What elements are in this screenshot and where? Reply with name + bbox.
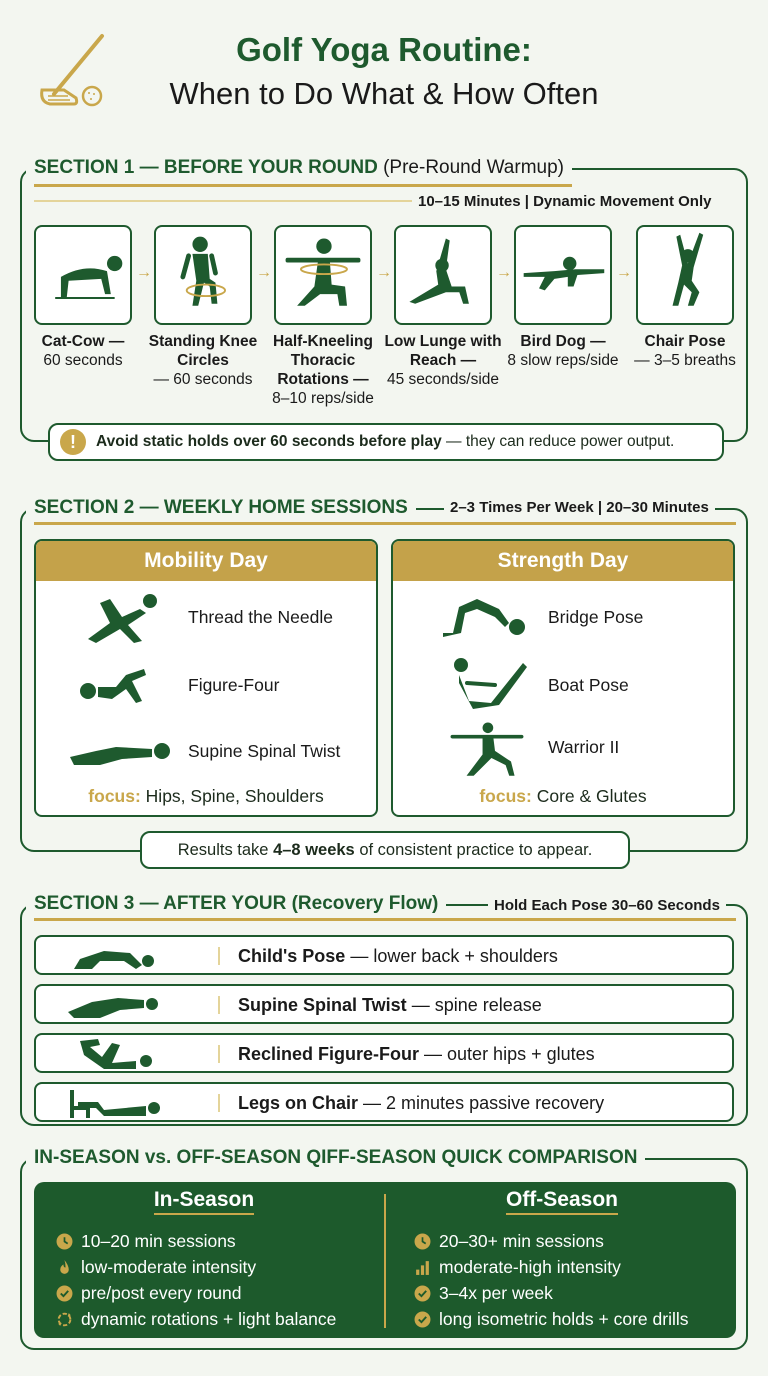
bar-chart-icon: [414, 1259, 431, 1276]
mobility-day-heading: Mobility Day: [36, 541, 376, 581]
column-divider: [384, 1194, 386, 1328]
section1-meta: 10–15 Minutes | Dynamic Movement Only: [412, 192, 717, 212]
list-item: low-moderate intensity: [56, 1254, 336, 1280]
recovery-row: [34, 984, 734, 1024]
strength-focus: focus: Core & Glutes: [479, 786, 647, 806]
list-item: pre/post every round: [56, 1280, 336, 1306]
list-item: [393, 657, 733, 713]
section3-underline: [34, 918, 736, 921]
arrow-icon: →: [496, 264, 512, 281]
section1-title: SECTION 1 — BEFORE YOUR ROUND (Pre-Round Warmup): [26, 156, 572, 180]
section2-title: SECTION 2 — WEEKLY HOME SESSIONS: [26, 496, 416, 520]
page-title: Golf Yoga Routine:: [236, 31, 532, 68]
section4-title: IN-SEASON vs. OFF-SEASON QIFF-SEASON QUICK COMPARISON: [26, 1146, 645, 1170]
pose-name: Thread the Needle: [188, 607, 333, 627]
warmup-card-bird-dog: [514, 225, 612, 325]
arrow-icon: →: [376, 264, 392, 281]
section1-meta-line: [34, 200, 414, 202]
pose-name: Boat Pose: [548, 675, 629, 695]
figure-four-icon: [76, 657, 166, 713]
arrow-icon: →: [256, 264, 272, 281]
chair-pose-icon: [638, 227, 732, 323]
strength-day-heading: Strength Day: [393, 541, 733, 581]
comparison-panel: [34, 1182, 736, 1338]
list-item: [393, 719, 733, 775]
recovery-text: Supine Spinal Twist — spine release: [238, 995, 542, 1015]
warmup-card-cat-cow: [34, 225, 132, 325]
warmup-card-knee-circles: [154, 225, 252, 325]
warning-icon: !: [60, 429, 86, 455]
divider: [218, 1045, 220, 1063]
list-item: [36, 657, 376, 713]
knee-circles-icon: [156, 227, 250, 323]
warmup-label: Half-Kneeling Thoracic Rotations — 8–10 reps/side: [272, 333, 374, 407]
flame-icon: [56, 1259, 73, 1276]
arrow-icon: →: [616, 264, 632, 281]
pose-name: Figure-Four: [188, 675, 280, 695]
list-item: long isometric holds + core drills: [414, 1306, 688, 1332]
bridge-pose-icon: [439, 589, 529, 645]
warmup-card-chair: [636, 225, 734, 325]
thoracic-rotation-icon: [276, 227, 370, 323]
childs-pose-icon: [64, 939, 164, 973]
mobility-day-card: [34, 539, 378, 817]
recovery-row: [34, 935, 734, 975]
section3-meta: Hold Each Pose 30–60 Seconds: [488, 896, 726, 916]
list-item: dynamic rotations + light balance: [56, 1306, 336, 1332]
list-item: 3–4x per week: [414, 1280, 688, 1306]
recovery-text: Reclined Figure-Four — outer hips + glutes: [238, 1044, 595, 1064]
list-item: moderate-high intensity: [414, 1254, 688, 1280]
warning-banner: [48, 423, 724, 461]
legs-on-chair-icon: [64, 1086, 164, 1120]
recovery-text: Legs on Chair — 2 minutes passive recovery: [238, 1093, 605, 1113]
warmup-label: Standing Knee Circles — 60 seconds: [148, 333, 258, 388]
spinal-twist-icon: [66, 723, 176, 779]
pose-name: Bridge Pose: [548, 607, 644, 627]
low-lunge-icon: [396, 227, 490, 323]
strength-day-card: [391, 539, 735, 817]
page-header: [0, 30, 768, 114]
page-subtitle: When to Do What & How Often: [169, 76, 599, 111]
recovery-text: Child's Pose — lower back + shoulders: [238, 946, 558, 966]
warmup-label: Cat-Cow — 60 seconds: [41, 333, 125, 369]
results-banner: Results take 4–8 weeks of consistent practice to appear.: [140, 831, 630, 869]
warmup-card-low-lunge: [394, 225, 492, 325]
recovery-row: [34, 1082, 734, 1122]
clock-icon: [414, 1233, 431, 1250]
boat-pose-icon: [445, 657, 535, 713]
mobility-focus: focus: Hips, Spine, Shoulders: [88, 786, 324, 806]
divider: [218, 996, 220, 1014]
check-icon: [414, 1285, 431, 1302]
list-item: [393, 589, 733, 645]
section1-underline: [34, 184, 572, 187]
warrior-ii-icon: [447, 719, 527, 781]
recovery-row: [34, 1033, 734, 1073]
thread-needle-icon: [80, 589, 170, 645]
check-icon: [414, 1311, 431, 1328]
check-icon: [56, 1285, 73, 1302]
cat-cow-icon: [36, 227, 130, 323]
warmup-card-thoracic: [274, 225, 372, 325]
pose-name: Supine Spinal Twist: [188, 741, 341, 761]
section2-meta: 2–3 Times Per Week | 20–30 Minutes: [444, 498, 715, 518]
clock-icon: [56, 1233, 73, 1250]
list-item: 10–20 min sessions: [56, 1228, 336, 1254]
figure-four-icon: [64, 1037, 164, 1071]
list-item: [36, 589, 376, 645]
warmup-label: Bird Dog — 8 slow reps/side: [507, 333, 619, 369]
bird-dog-icon: [516, 227, 610, 323]
warning-text: Avoid static holds over 60 seconds before play — they can reduce power output.: [96, 433, 675, 450]
list-item: [36, 723, 376, 779]
pose-name: Warrior II: [548, 737, 620, 757]
divider: [218, 1094, 220, 1112]
rotation-icon: [56, 1311, 73, 1328]
spinal-twist-icon: [64, 988, 164, 1022]
warmup-label: Low Lunge with Reach — 45 seconds/side: [384, 333, 502, 388]
section3-title: SECTION 3 — AFTER YOUR (Recovery Flow): [26, 892, 446, 916]
off-season-heading: Off-Season: [392, 1188, 732, 1212]
arrow-icon: →: [136, 264, 152, 281]
divider: [218, 947, 220, 965]
in-season-heading: In-Season: [34, 1188, 374, 1212]
list-item: 20–30+ min sessions: [414, 1228, 688, 1254]
warmup-label: Chair Pose — 3–5 breaths: [634, 333, 736, 369]
section2-underline: [34, 522, 736, 525]
